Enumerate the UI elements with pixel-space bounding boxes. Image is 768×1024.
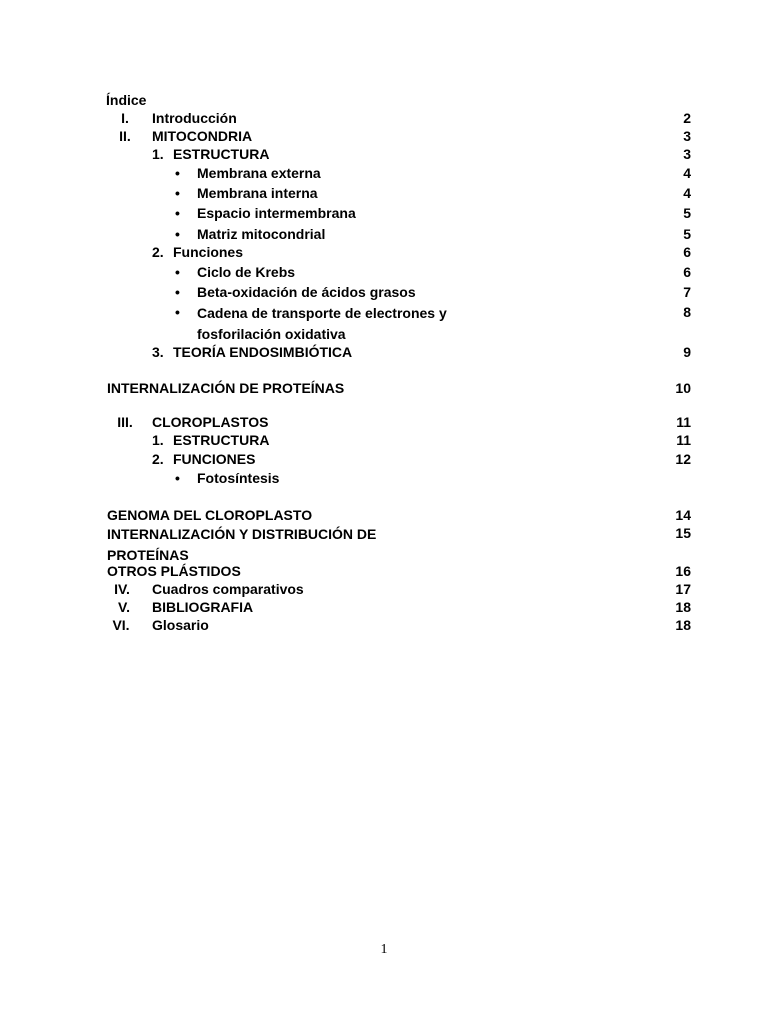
toc-entry-number: 2.	[152, 244, 164, 260]
toc-entry-number: 2.	[152, 451, 164, 467]
toc-entry-cadena-de-transporte[interactable]	[0, 303, 768, 345]
toc-entry-page: 5	[683, 226, 691, 242]
toc-entry-page: 6	[683, 244, 691, 260]
toc-entry-label: OTROS PLÁSTIDOS	[107, 563, 241, 579]
toc-entry-label: Membrana interna	[197, 185, 318, 201]
toc-entry-label: Introducción	[152, 110, 237, 126]
toc-entry-genoma-del-cloroplasto[interactable]	[0, 506, 768, 525]
toc-entry-label: CLOROPLASTOS	[152, 414, 269, 430]
toc-entry-label: Beta-oxidación de ácidos grasos	[197, 284, 416, 300]
bullet-icon: •	[175, 304, 180, 320]
toc-entry-label: INTERNALIZACIÓN Y DISTRIBUCIÓN DE PROTEÍNAS	[107, 526, 377, 563]
toc-entry-internalizacion-y-distribucion[interactable]	[0, 524, 768, 564]
toc-entry-teoria-endosimbiotica[interactable]	[0, 343, 768, 362]
toc-entry-label: Cuadros comparativos	[152, 581, 304, 597]
toc-entry-page: 4	[683, 165, 691, 181]
toc-entry-page: 6	[683, 264, 691, 280]
page-number: 1	[380, 942, 388, 957]
toc-entry-ciclo-de-krebs[interactable]	[0, 263, 768, 282]
toc-entry-page: 18	[675, 599, 691, 615]
bullet-icon: •	[175, 226, 180, 242]
toc-entry-page: 2	[683, 110, 691, 126]
toc-entry-page: 3	[683, 146, 691, 162]
toc-entry-label: FUNCIONES	[173, 451, 256, 467]
toc-entry-number: 1.	[152, 432, 164, 448]
toc-entry-page: 12	[675, 451, 691, 467]
toc-entry-label: INTERNALIZACIÓN DE PROTEÍNAS	[107, 380, 345, 396]
toc-title-text: Índice	[106, 92, 147, 108]
toc-entry-page: 8	[683, 304, 691, 320]
bullet-icon: •	[175, 470, 180, 486]
toc-entry-page: 18	[675, 617, 691, 633]
toc-entry-page: 11	[676, 432, 691, 448]
toc-entry-page: 16	[675, 563, 691, 579]
toc-entry-cuadros-comparativos[interactable]	[0, 580, 768, 599]
toc-entry-estructura[interactable]	[0, 145, 768, 164]
toc-entry-page: 5	[683, 205, 691, 221]
toc-entry-label: Espacio intermembrana	[197, 205, 356, 221]
toc-entry-label: ESTRUCTURA	[173, 432, 270, 448]
toc-entry-page: 14	[675, 507, 691, 523]
toc-entry-number: VI.	[112, 617, 130, 633]
toc-entry-page: 3	[683, 128, 691, 144]
toc-entry-matriz-mitocondrial[interactable]	[0, 225, 768, 244]
toc-entry-label: BIBLIOGRAFIA	[152, 599, 254, 615]
toc-entry-page: 9	[683, 344, 691, 360]
toc-entry-label: Fotosíntesis	[197, 470, 280, 486]
toc-entry-page: 17	[675, 581, 691, 597]
toc-entry-membrana-interna[interactable]	[0, 184, 768, 203]
toc-entry-label: Membrana externa	[197, 165, 321, 181]
toc-entry-espacio-intermembrana[interactable]	[0, 204, 768, 223]
toc-entry-otros-plastidos[interactable]	[0, 562, 768, 581]
toc-entry-number: 1.	[152, 146, 164, 162]
toc-entry-label: GENOMA DEL CLOROPLASTO	[107, 507, 313, 523]
toc-entry-label: MITOCONDRIA	[152, 128, 253, 144]
toc-entry-funciones-cloroplasto[interactable]	[0, 450, 768, 469]
toc-entry-number: V.	[118, 599, 130, 615]
bullet-icon: •	[175, 205, 180, 221]
toc-entry-page: 10	[675, 380, 691, 396]
toc-entry-number: II.	[119, 128, 131, 144]
toc-entry-label: Ciclo de Krebs	[197, 264, 296, 280]
toc-entry-number: IV.	[114, 581, 130, 597]
toc-entry-page: 15	[675, 525, 691, 541]
toc-entry-glosario[interactable]	[0, 616, 768, 635]
bullet-icon: •	[175, 284, 180, 300]
toc-entry-internalizacion-de-proteinas[interactable]	[0, 379, 768, 398]
toc-entry-page: 4	[683, 185, 691, 201]
toc-entry-number: III.	[117, 414, 133, 430]
toc-entry-label: ESTRUCTURA	[173, 146, 270, 162]
toc-entry-label: TEORÍA ENDOSIMBIÓTICA	[173, 344, 353, 360]
toc-entry-beta-oxidacion[interactable]	[0, 283, 768, 302]
bullet-icon: •	[175, 185, 180, 201]
bullet-icon: •	[175, 165, 180, 181]
toc-entry-label: Funciones	[173, 244, 244, 260]
toc-entry-fotosintesis[interactable]	[0, 469, 768, 488]
toc-entry-funciones[interactable]	[0, 243, 768, 262]
toc-entry-cloroplastos[interactable]	[0, 413, 768, 432]
bullet-icon: •	[175, 264, 180, 280]
toc-entry-introduccion[interactable]	[0, 109, 768, 128]
toc-entry-number: 3.	[152, 344, 164, 360]
toc-entry-number: I.	[121, 110, 129, 126]
toc-entry-mitocondria[interactable]	[0, 127, 768, 146]
toc-entry-bibliografia[interactable]	[0, 598, 768, 617]
toc-title	[0, 91, 768, 110]
toc-entry-label: Matriz mitocondrial	[197, 226, 326, 242]
toc-entry-page: 7	[683, 284, 691, 300]
toc-entry-page: 11	[676, 414, 691, 430]
toc-entry-label: Glosario	[152, 617, 209, 633]
toc-entry-estructura-cloroplasto[interactable]	[0, 431, 768, 450]
toc-entry-membrana-externa[interactable]	[0, 164, 768, 183]
toc-entry-label: Cadena de transporte de electrones y fosforilación oxidativa	[197, 305, 447, 342]
